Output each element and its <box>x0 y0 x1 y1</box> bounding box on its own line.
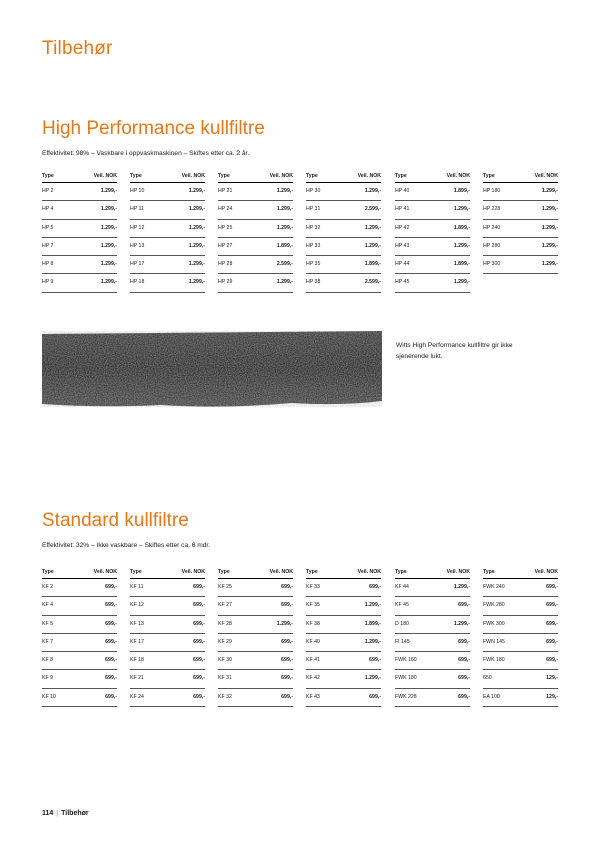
row-type: D 180 <box>395 620 409 627</box>
row-type: FWK 240 <box>483 584 505 590</box>
row-type: KF 5 <box>42 620 53 627</box>
row-type: FWK 228 <box>395 693 417 700</box>
table-row <box>483 634 558 652</box>
table-row <box>306 274 381 292</box>
row-type: FI 145 <box>395 638 410 645</box>
row-type: KF 7 <box>42 638 53 645</box>
table-row <box>130 220 205 238</box>
row-price: 1.299,- <box>364 675 381 682</box>
header-type: Type <box>130 173 142 179</box>
row-price: 1.899,- <box>276 242 293 249</box>
row-type: HP 43 <box>395 242 410 249</box>
table-row <box>218 579 293 597</box>
row-type: HP 300 <box>483 261 501 268</box>
table-row <box>42 274 117 292</box>
table-row <box>395 634 470 652</box>
header-price: Veil. NOK <box>93 173 117 179</box>
header-price: Veil. NOK <box>446 173 470 179</box>
row-price: 699,- <box>369 657 381 664</box>
section-title-standard: Standard kullfiltre <box>42 510 189 531</box>
row-price: 699,- <box>546 638 558 645</box>
row-price: 699,- <box>546 602 558 609</box>
row-price: 699,- <box>458 657 470 664</box>
row-price: 1.299,- <box>100 206 117 213</box>
row-type: HP 45 <box>395 279 410 286</box>
row-type: FWK 160 <box>395 657 417 664</box>
table-row <box>306 597 381 615</box>
carbon-granules-image <box>42 331 382 409</box>
header-type: Type <box>130 569 142 575</box>
row-price: 1.299,- <box>100 188 117 194</box>
row-price: 1.299,- <box>276 224 293 231</box>
row-price: 699,- <box>281 584 293 590</box>
row-price: 1.299,- <box>364 638 381 645</box>
table-row <box>218 256 293 274</box>
row-type: HP 21 <box>218 188 233 194</box>
row-type: KF 30 <box>218 657 232 664</box>
row-type: KF 28 <box>218 620 232 627</box>
header-type: Type <box>395 173 407 179</box>
row-price: 1.299,- <box>364 188 381 194</box>
row-type: KF 29 <box>218 638 232 645</box>
table-header <box>218 170 293 183</box>
row-type: EA 100 <box>483 693 500 700</box>
table-row <box>42 597 117 615</box>
price-table-column <box>42 170 117 293</box>
table-row <box>130 238 205 256</box>
row-price: 1.299,- <box>100 261 117 268</box>
price-table-column <box>218 170 293 293</box>
row-price: 1.899,- <box>364 620 381 627</box>
row-price: 699,- <box>105 638 117 645</box>
row-type: KF 35 <box>306 602 320 609</box>
header-type: Type <box>218 569 230 575</box>
row-type: KF 17 <box>130 638 144 645</box>
table-row <box>130 670 205 688</box>
row-price: 699,- <box>105 620 117 627</box>
row-price: 699,- <box>281 693 293 700</box>
table-row <box>306 579 381 597</box>
price-table-column <box>130 566 205 707</box>
row-type: HP 17 <box>130 261 145 268</box>
table-row <box>395 256 470 274</box>
table-row <box>395 183 470 201</box>
price-table-column <box>483 566 558 707</box>
row-price: 1.299,- <box>541 206 558 213</box>
table-row <box>42 220 117 238</box>
section-title-high-performance: High Performance kullfiltre <box>42 118 265 139</box>
chapter-title: Tilbehør <box>42 38 113 59</box>
row-price: 1.899,- <box>453 188 470 194</box>
row-price: 1.299,- <box>276 188 293 194</box>
row-price: 1.299,- <box>276 620 293 627</box>
row-type: HP 28 <box>218 261 233 268</box>
row-type: FWN 145 <box>483 638 505 645</box>
row-type: KF 27 <box>218 602 232 609</box>
row-price: 699,- <box>546 657 558 664</box>
table-header <box>395 170 470 183</box>
table-row <box>130 652 205 670</box>
row-type: HP 33 <box>306 242 321 249</box>
table-row <box>42 616 117 634</box>
row-type: KF 38 <box>306 620 320 627</box>
row-price: 699,- <box>458 638 470 645</box>
row-type: HP 5 <box>42 224 54 231</box>
table-row <box>218 201 293 219</box>
table-row <box>218 670 293 688</box>
row-type: HP 25 <box>218 224 233 231</box>
row-price: 1.299,- <box>453 620 470 627</box>
row-price: 1.299,- <box>453 584 470 590</box>
table-row <box>306 201 381 219</box>
row-type: FWK 280 <box>483 602 505 609</box>
section-subtitle-high-performance: Effektivitet: 98% – Vaskbare i oppvaskmaskinen – Skiftes etter ca. 2 år. <box>42 150 250 157</box>
price-table-column <box>483 170 558 274</box>
table-row <box>483 220 558 238</box>
row-type: HP 30 <box>306 188 321 194</box>
row-price: 699,- <box>281 602 293 609</box>
price-table-column <box>306 566 381 707</box>
footer-title: Tilbehør <box>61 810 89 817</box>
table-row <box>42 201 117 219</box>
row-type: KF 41 <box>306 657 320 664</box>
row-price: 1.299,- <box>188 279 205 286</box>
table-row <box>218 616 293 634</box>
table-row <box>306 256 381 274</box>
table-row <box>395 670 470 688</box>
row-price: 2.599,- <box>276 261 293 268</box>
table-row <box>306 634 381 652</box>
table-row <box>395 238 470 256</box>
table-row <box>130 597 205 615</box>
row-price: 1.299,- <box>188 224 205 231</box>
row-type: KF 4 <box>42 602 53 609</box>
row-price: 1.299,- <box>364 224 381 231</box>
table-row <box>130 201 205 219</box>
footer-separator: | <box>56 810 59 817</box>
table-row <box>42 256 117 274</box>
header-price: Veil. NOK <box>357 569 381 575</box>
row-price: 1.299,- <box>188 188 205 194</box>
row-price: 1.299,- <box>453 206 470 213</box>
row-price: 129,- <box>546 675 558 682</box>
row-price: 1.299,- <box>188 206 205 213</box>
header-type: Type <box>483 173 495 179</box>
price-table-column <box>130 170 205 293</box>
table-row <box>483 597 558 615</box>
table-row <box>42 238 117 256</box>
header-type: Type <box>395 569 407 575</box>
price-table-column <box>218 566 293 707</box>
page-footer <box>42 810 89 817</box>
row-type: HP 12 <box>130 224 145 231</box>
row-price: 2.599,- <box>364 279 381 286</box>
table-row <box>218 689 293 707</box>
row-price: 1.899,- <box>364 261 381 268</box>
row-type: HP 44 <box>395 261 410 268</box>
row-type: KF 13 <box>130 620 144 627</box>
row-price: 699,- <box>193 602 205 609</box>
row-type: KF 32 <box>218 693 232 700</box>
row-type: KF 11 <box>130 584 144 590</box>
table-row <box>42 670 117 688</box>
header-type: Type <box>42 173 54 179</box>
row-type: HP 11 <box>130 206 144 213</box>
row-price: 1.299,- <box>453 242 470 249</box>
table-row <box>218 634 293 652</box>
row-type: KF 9 <box>42 675 53 682</box>
row-type: KF 43 <box>306 693 320 700</box>
row-type: HP 280 <box>483 242 501 249</box>
row-price: 699,- <box>193 675 205 682</box>
row-type: KF 33 <box>306 584 320 590</box>
table-row <box>218 597 293 615</box>
header-type: Type <box>306 569 318 575</box>
table-row <box>130 274 205 292</box>
row-type: FWK 300 <box>483 620 505 627</box>
table-row <box>483 201 558 219</box>
row-type: HP 18 <box>130 279 145 286</box>
row-price: 699,- <box>369 693 381 700</box>
row-type: HP 31 <box>306 206 321 213</box>
table-row <box>218 220 293 238</box>
table-row <box>483 256 558 274</box>
row-type: HP 42 <box>395 224 410 231</box>
row-price: 699,- <box>193 584 205 590</box>
header-price: Veil. NOK <box>93 569 117 575</box>
table-header <box>130 566 205 579</box>
row-type: HP 32 <box>306 224 321 231</box>
table-header <box>42 170 117 183</box>
row-price: 1.299,- <box>364 602 381 609</box>
table-row <box>218 183 293 201</box>
row-type: HP 180 <box>483 188 501 194</box>
table-row <box>306 652 381 670</box>
row-type: KF 42 <box>306 675 320 682</box>
row-type: KF 24 <box>130 693 144 700</box>
row-price: 1.299,- <box>364 242 381 249</box>
row-type: KF 2 <box>42 584 53 590</box>
table-row <box>130 256 205 274</box>
row-price: 699,- <box>105 675 117 682</box>
table-row <box>483 670 558 688</box>
row-type: HP 27 <box>218 242 233 249</box>
header-price: Veil. NOK <box>269 569 293 575</box>
table-row <box>483 238 558 256</box>
table-header <box>42 566 117 579</box>
price-table-column <box>395 170 470 293</box>
row-price: 699,- <box>105 602 117 609</box>
row-price: 699,- <box>458 602 470 609</box>
table-row <box>395 579 470 597</box>
price-table-column <box>395 566 470 707</box>
row-type: HP 2 <box>42 188 54 194</box>
row-type: HP 29 <box>218 279 233 286</box>
row-type: HP 9 <box>42 279 54 286</box>
table-row <box>483 652 558 670</box>
table-row <box>130 183 205 201</box>
row-price: 1.299,- <box>188 242 205 249</box>
row-type: KF 45 <box>395 602 409 609</box>
row-type: FWK 180 <box>395 675 417 682</box>
table-row <box>483 579 558 597</box>
row-price: 699,- <box>369 584 381 590</box>
table-row <box>395 201 470 219</box>
row-price: 1.299,- <box>453 279 470 286</box>
row-type: KF 8 <box>42 657 53 664</box>
row-type: KF 31 <box>218 675 232 682</box>
row-type: HP 40 <box>395 188 410 194</box>
table-row <box>306 689 381 707</box>
row-price: 699,- <box>281 675 293 682</box>
row-type: HP 240 <box>483 224 501 231</box>
table-row <box>395 597 470 615</box>
price-table-column <box>42 566 117 707</box>
row-price: 1.899,- <box>453 224 470 231</box>
table-header <box>306 566 381 579</box>
row-price: 1.299,- <box>541 224 558 231</box>
row-type: HP 228 <box>483 206 501 213</box>
header-price: Veil. NOK <box>269 173 293 179</box>
table-row <box>483 183 558 201</box>
table-row <box>306 220 381 238</box>
table-row <box>42 579 117 597</box>
table-header <box>306 170 381 183</box>
row-price: 1.299,- <box>541 188 558 194</box>
row-type: HP 7 <box>42 242 54 249</box>
row-type: KF 21 <box>130 675 144 682</box>
row-type: HP 10 <box>130 188 145 194</box>
table-header <box>395 566 470 579</box>
header-type: Type <box>42 569 54 575</box>
table-row <box>395 616 470 634</box>
table-row <box>130 579 205 597</box>
table-row <box>395 274 470 292</box>
table-row <box>130 634 205 652</box>
row-price: 699,- <box>193 638 205 645</box>
header-price: Veil. NOK <box>534 173 558 179</box>
row-type: HP 38 <box>306 279 321 286</box>
row-type: HP 8 <box>42 261 54 268</box>
table-header <box>130 170 205 183</box>
row-price: 699,- <box>281 657 293 664</box>
table-row <box>395 652 470 670</box>
table-row <box>218 238 293 256</box>
table-header <box>483 566 558 579</box>
row-price: 699,- <box>105 657 117 664</box>
header-price: Veil. NOK <box>181 173 205 179</box>
row-price: 1.299,- <box>100 224 117 231</box>
header-price: Veil. NOK <box>357 173 381 179</box>
row-price: 1.299,- <box>541 261 558 268</box>
row-type: KF 12 <box>130 602 144 609</box>
row-type: KF 25 <box>218 584 232 590</box>
table-row <box>395 220 470 238</box>
row-type: HP 24 <box>218 206 233 213</box>
section-subtitle-standard: Effektivitet: 32% – Ikke vaskbare – Skiftes etter ca. 6 mdr. <box>42 542 211 549</box>
row-type: KF 10 <box>42 693 56 700</box>
row-type: HP 35 <box>306 261 321 268</box>
table-row <box>306 183 381 201</box>
row-type: KF 40 <box>306 638 320 645</box>
table-row <box>306 238 381 256</box>
table-row <box>42 652 117 670</box>
row-price: 699,- <box>105 584 117 590</box>
row-price: 1.899,- <box>453 261 470 268</box>
row-price: 2.599,- <box>364 206 381 213</box>
carbon-filter-photo <box>42 331 382 409</box>
row-price: 129,- <box>546 693 558 700</box>
table-row <box>306 670 381 688</box>
header-type: Type <box>218 173 230 179</box>
row-type: HP 4 <box>42 206 54 213</box>
header-type: Type <box>483 569 495 575</box>
row-type: 650 <box>483 675 492 682</box>
row-price: 699,- <box>546 620 558 627</box>
row-type: KF 18 <box>130 657 144 664</box>
row-price: 1.299,- <box>276 279 293 286</box>
row-type: HP 13 <box>130 242 145 249</box>
row-price: 699,- <box>458 675 470 682</box>
table-row <box>306 616 381 634</box>
row-price: 699,- <box>193 693 205 700</box>
row-price: 699,- <box>281 638 293 645</box>
row-price: 1.299,- <box>100 242 117 249</box>
table-row <box>218 274 293 292</box>
photo-caption: Witts High Performance kullfiltre gir ikke sjenerende lukt. <box>396 342 513 360</box>
row-type: KF 44 <box>395 584 409 590</box>
row-price: 1.299,- <box>188 261 205 268</box>
row-type: HP 41 <box>395 206 410 213</box>
table-header <box>483 170 558 183</box>
row-price: 699,- <box>458 693 470 700</box>
row-price: 1.299,- <box>276 206 293 213</box>
header-price: Veil. NOK <box>181 569 205 575</box>
row-price: 1.299,- <box>541 242 558 249</box>
price-table-column <box>306 170 381 293</box>
row-price: 1.299,- <box>100 279 117 286</box>
table-header <box>218 566 293 579</box>
row-type: FWK 180 <box>483 657 505 664</box>
header-price: Veil. NOK <box>534 569 558 575</box>
header-price: Veil. NOK <box>446 569 470 575</box>
row-price: 699,- <box>546 584 558 590</box>
header-type: Type <box>306 173 318 179</box>
table-row <box>395 689 470 707</box>
table-row <box>130 689 205 707</box>
table-row <box>218 652 293 670</box>
table-row <box>42 634 117 652</box>
table-row <box>42 183 117 201</box>
row-price: 699,- <box>193 620 205 627</box>
table-row <box>483 689 558 707</box>
table-row <box>130 616 205 634</box>
page-number: 114 <box>42 810 54 817</box>
table-row <box>42 689 117 707</box>
table-row <box>483 616 558 634</box>
row-price: 699,- <box>193 657 205 664</box>
row-price: 699,- <box>105 693 117 700</box>
